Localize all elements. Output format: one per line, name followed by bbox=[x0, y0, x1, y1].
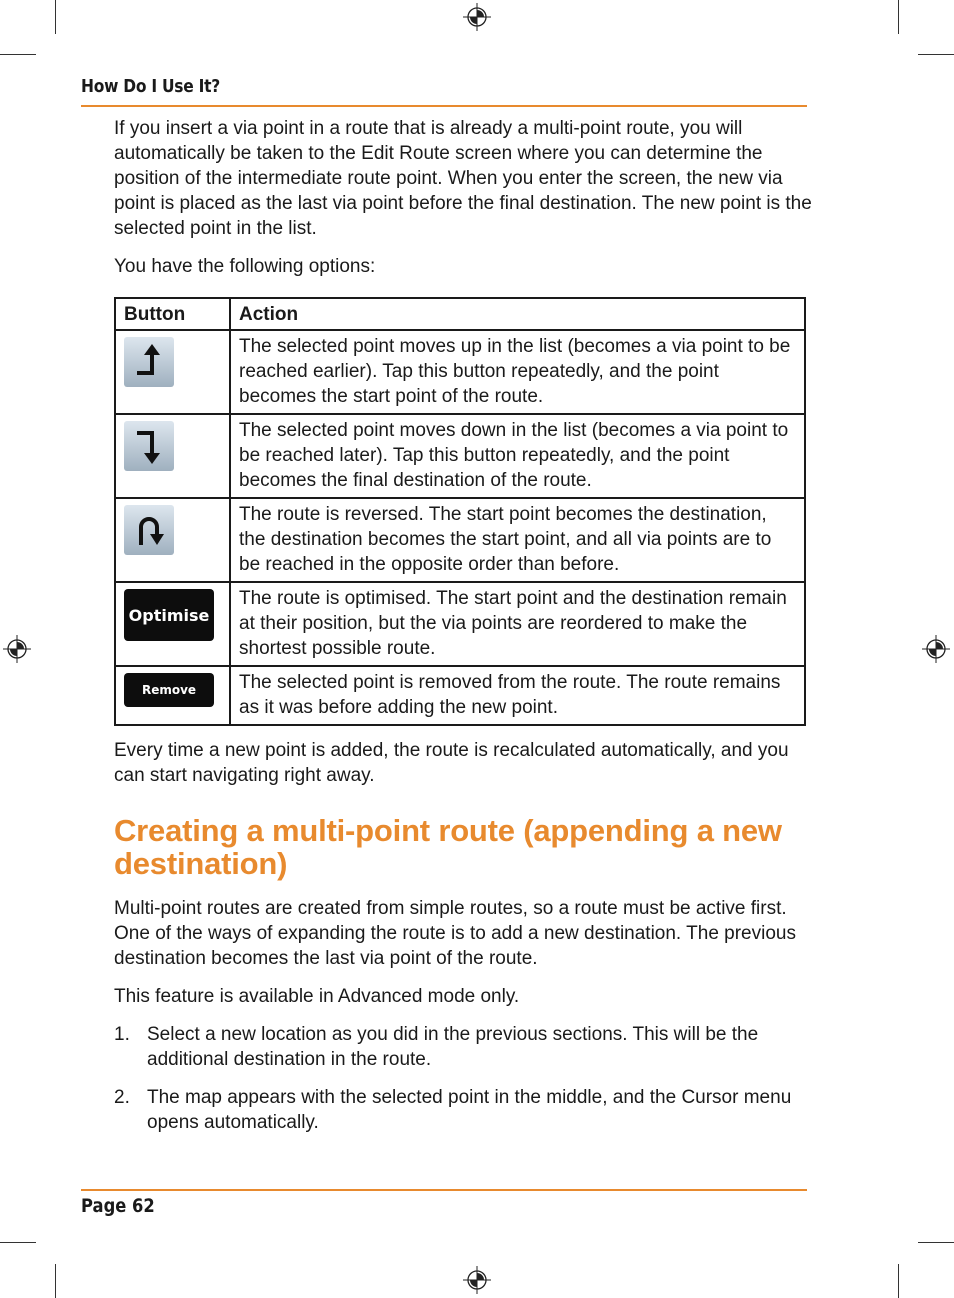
section-paragraph: Multi-point routes are created from simple routes, so a route must be active first. One of the ways of expanding the route is to add a new destination. The previous destination becomes the last via point of the route. bbox=[114, 898, 796, 969]
action-cell: The selected point moves up in the list (becomes a via point to be reached earlier). Tap this button repeatedly, and the point becomes the start point of the route. bbox=[230, 330, 805, 414]
crop-mark bbox=[898, 1264, 899, 1298]
steps-list bbox=[114, 1022, 814, 1135]
reverse-icon bbox=[124, 505, 174, 555]
list-item bbox=[114, 1085, 814, 1135]
list-item bbox=[114, 1022, 814, 1072]
crop-mark bbox=[0, 54, 36, 55]
running-header: How Do I Use It? bbox=[81, 76, 220, 97]
registration-mark-icon bbox=[463, 1266, 491, 1294]
move-down-icon bbox=[124, 421, 174, 471]
header-button: Button bbox=[115, 298, 230, 330]
action-cell: The route is optimised. The start point and the destination remain at their position, but the via points are reordered to make the shortest possible route. bbox=[230, 582, 805, 666]
options-table bbox=[114, 297, 806, 726]
advanced-mode-note: This feature is available in Advanced mode only. bbox=[114, 986, 520, 1007]
registration-mark-icon bbox=[463, 3, 491, 31]
action-cell: The selected point is removed from the route. The route remains as it was before adding the new point. bbox=[230, 666, 805, 725]
table-row bbox=[115, 330, 805, 414]
page-content bbox=[114, 116, 814, 1148]
optimise-button: Optimise bbox=[124, 589, 214, 641]
crop-mark bbox=[918, 54, 954, 55]
registration-mark-icon bbox=[3, 635, 31, 663]
remove-button: Remove bbox=[124, 673, 214, 707]
header-action: Action bbox=[230, 298, 805, 330]
header-rule bbox=[81, 105, 807, 107]
action-cell: The selected point moves down in the list (becomes a via point to be reached later). Tap this button repeatedly, and the point becomes the final destination of the route. bbox=[230, 414, 805, 498]
table-header-row bbox=[115, 298, 805, 330]
section-heading: Creating a multi-point route (appending a new destination) bbox=[114, 813, 782, 881]
intro-paragraph: If you insert a via point in a route that is already a multi-point route, you will automatically be taken to the Edit Route screen where you can determine the position of the intermediate route point. When you enter the screen, the new via point is placed as the last via point before the final destination. The new point is the selected point in the list. bbox=[114, 118, 812, 239]
table-row bbox=[115, 666, 805, 725]
step-text: The map appears with the selected point in the middle, and the Cursor menu opens automatically. bbox=[147, 1087, 792, 1133]
registration-mark-icon bbox=[922, 635, 950, 663]
footer-rule bbox=[81, 1189, 807, 1191]
page-number: Page 62 bbox=[81, 1195, 155, 1217]
step-number: 1. bbox=[114, 1024, 130, 1045]
step-text: Select a new location as you did in the previous sections. This will be the additional destination in the route. bbox=[147, 1024, 759, 1070]
intro-options-paragraph: You have the following options: bbox=[114, 256, 376, 277]
move-up-icon bbox=[124, 337, 174, 387]
step-number: 2. bbox=[114, 1087, 130, 1108]
crop-mark bbox=[918, 1242, 954, 1243]
crop-mark bbox=[898, 0, 899, 34]
crop-mark bbox=[55, 0, 56, 34]
table-row bbox=[115, 498, 805, 582]
action-cell: The route is reversed. The start point becomes the destination, the destination becomes the start point, and all via points are to be reached in the opposite order than before. bbox=[230, 498, 805, 582]
after-table-paragraph: Every time a new point is added, the route is recalculated automatically, and you can start navigating right away. bbox=[114, 740, 789, 786]
crop-mark bbox=[0, 1242, 36, 1243]
crop-mark bbox=[55, 1264, 56, 1298]
table-row bbox=[115, 414, 805, 498]
table-row bbox=[115, 582, 805, 666]
